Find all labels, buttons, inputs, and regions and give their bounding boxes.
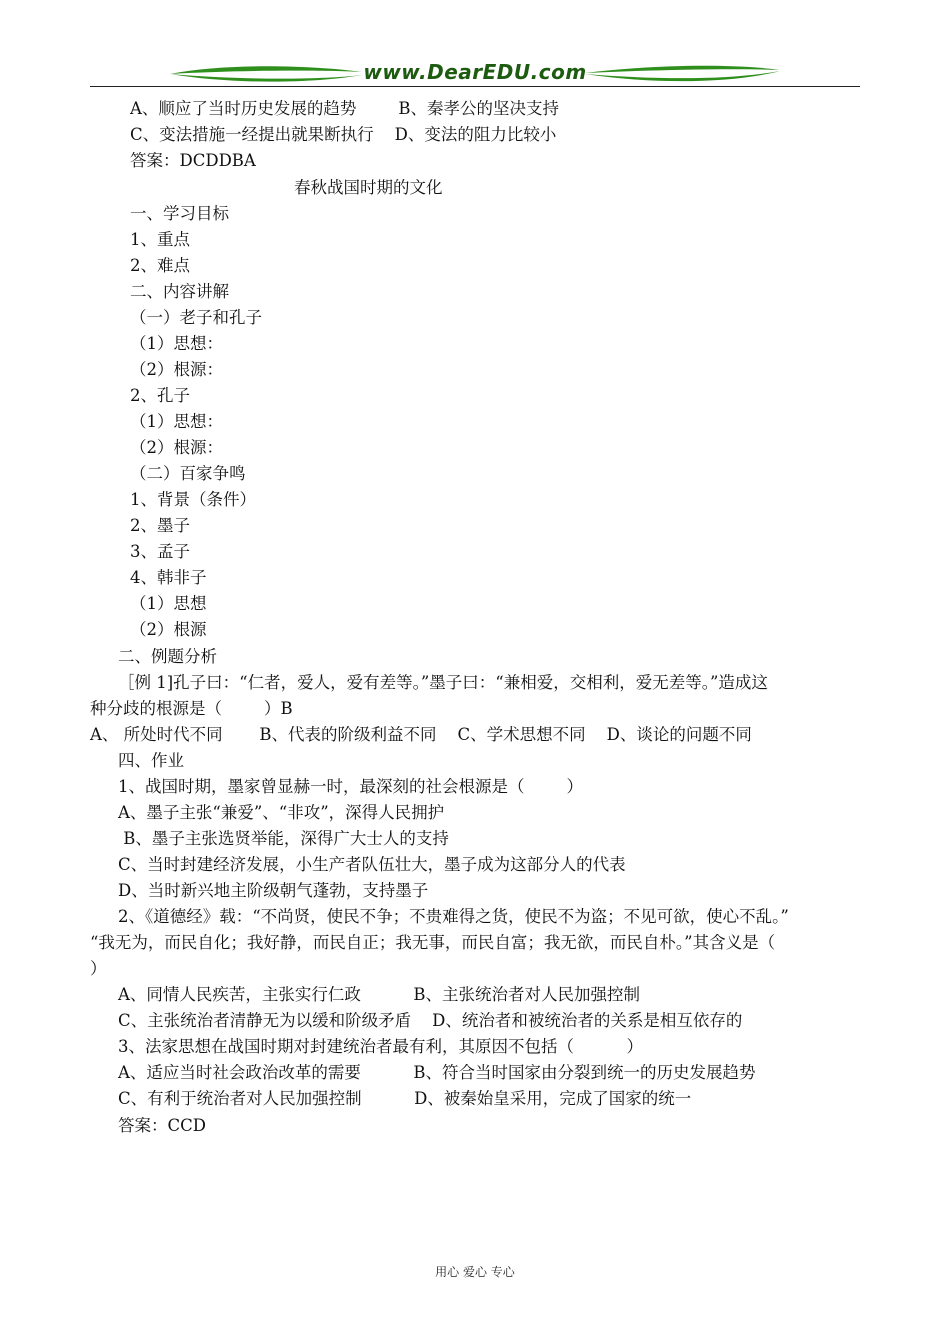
text-line: 1、重点 (130, 230, 190, 249)
text-line: 3、法家思想在战国时期对封建统治者最有利，其原因不包括（ ） (118, 1037, 643, 1056)
text-line: 4、韩非子 (130, 568, 207, 587)
text-line: A、顺应了当时历史发展的趋势 B、秦孝公的坚决支持 (130, 99, 559, 118)
page-footer: 用心 爱心 专心 (435, 1265, 515, 1279)
text-line: （1）思想 (130, 594, 207, 613)
text-line: （1）思想： (130, 334, 223, 353)
text-line: ［例 1]孔子曰：“仁者，爱人，爱有差等。”墨子曰：“兼相爱，交相利，爱无差等。”造成这 (118, 673, 768, 692)
text-line: 2、难点 (130, 256, 190, 275)
text-line: C、变法措施一经提出就果断执行 D、变法的阻力比较小 (130, 125, 557, 144)
text-line: D、当时新兴地主阶级朝气蓬勃，支持墨子 (118, 881, 429, 900)
text-line: （1）思想： (130, 412, 223, 431)
text-line: 二、例题分析 (118, 647, 217, 666)
text-line: 答案：DCDDBA (130, 151, 256, 170)
text-line: 3、孟子 (130, 542, 190, 561)
text-line: 答案：CCD (118, 1116, 206, 1135)
text-line: A、 所处时代不同 B、代表的阶级利益不同 C、学术思想不同 D、谈论的问题不同 (90, 725, 752, 744)
text-line: 2、墨子 (130, 516, 190, 535)
text-line: 2、《道德经》载：“不尚贤，使民不争；不贵难得之货，使民不为盗；不见可欲，使心不乱。” (118, 907, 789, 926)
text-line: （二）百家争鸣 (130, 464, 246, 483)
text-line: （2）根源： (130, 360, 223, 379)
text-line: 1、战国时期，墨家曾显赫一时，最深刻的社会根源是（ ） (118, 777, 583, 796)
section-title: 春秋战国时期的文化 (294, 178, 443, 197)
text-line: 1、背景（条件） (130, 490, 256, 509)
text-line: （一）老子和孔子 (130, 308, 262, 327)
text-line: “我无为，而民自化；我好静，而民自正；我无事，而民自富；我无欲，而民自朴。”其含义是（ (90, 933, 776, 952)
text-line: C、有利于统治者对人民加强控制 D、被秦始皇采用，完成了国家的统一 (118, 1089, 692, 1108)
text-line: C、主张统治者清静无为以缓和阶级矛盾 D、统治者和被统治者的关系是相互依存的 (118, 1011, 743, 1030)
site-logo-text: www.DearEDU.com (363, 60, 587, 84)
text-line: 二、内容讲解 (130, 282, 229, 301)
text-line: A、墨子主张“兼爱”、“非攻”，深得人民拥护 (118, 803, 445, 822)
text-line: 2、孔子 (130, 386, 190, 405)
text-line: A、同情人民疾苦，主张实行仁政 B、主张统治者对人民加强控制 (118, 985, 640, 1004)
text-line: 四、作业 (118, 751, 184, 770)
header-divider (90, 86, 860, 87)
text-line: B、墨子主张选贤举能，深得广大士人的支持 (118, 829, 449, 848)
text-line: C、当时封建经济发展，小生产者队伍壮大，墨子成为这部分人的代表 (118, 855, 626, 874)
text-line: 种分歧的根源是（ ）B (90, 699, 293, 718)
text-line: （2）根源 (130, 620, 207, 639)
text-line: 一、学习目标 (130, 204, 229, 223)
text-line: ） (90, 959, 107, 978)
text-line: A、适应当时社会政治改革的需要 B、符合当时国家由分裂到统一的历史发展趋势 (118, 1063, 756, 1082)
text-line: （2）根源： (130, 438, 223, 457)
